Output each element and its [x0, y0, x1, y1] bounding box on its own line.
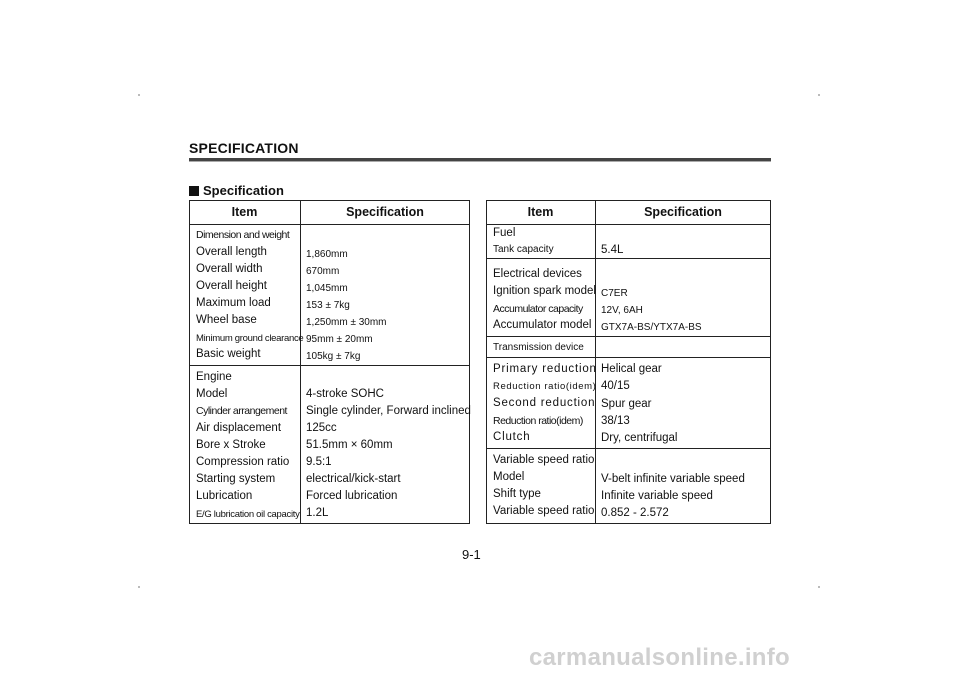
item-label: Bore x Stroke	[196, 439, 266, 451]
item-label: Overall height	[196, 280, 267, 292]
spec-value: 51.5mm × 60mm	[306, 439, 393, 451]
crop-mark	[818, 94, 820, 96]
group-label-engine: Engine	[196, 371, 232, 383]
left-header-spec: Specification	[346, 205, 424, 219]
item-label: Shift type	[493, 488, 541, 500]
spec-value: 12V, 6AH	[601, 305, 643, 316]
page-number: 9-1	[462, 547, 481, 562]
left-table-header-rule	[189, 224, 470, 225]
spec-value: 1.2L	[306, 507, 329, 519]
right-table-group-rule	[486, 448, 771, 449]
spec-value: 5.4L	[601, 244, 624, 256]
spec-value: 125cc	[306, 422, 337, 434]
spec-value: Dry, centrifugal	[601, 432, 678, 444]
spec-value: C7ER	[601, 288, 628, 299]
spec-value: Single cylinder, Forward inclined	[306, 405, 471, 417]
item-label: Starting system	[196, 473, 276, 485]
right-table-group-rule	[486, 357, 771, 358]
spec-value: Spur gear	[601, 398, 652, 410]
item-label: Ignition spark model	[493, 285, 596, 297]
group-label-transmission: Transmission device	[493, 342, 584, 353]
spec-value: 1,250mm ± 30mm	[306, 317, 387, 328]
crop-mark	[138, 94, 140, 96]
item-label: Accumulator model	[493, 319, 592, 331]
square-bullet-icon	[189, 186, 199, 196]
watermark: carmanualsonline.info	[529, 644, 791, 671]
item-label: Air displacement	[196, 422, 282, 434]
spec-value: V-belt infinite variable speed	[601, 473, 745, 485]
item-label: Cylinder arrangement	[196, 405, 287, 417]
right-table-header-rule	[486, 224, 771, 225]
right-header-item: Item	[527, 205, 554, 219]
group-label-variable-speed: Variable speed ratio	[493, 454, 595, 466]
crop-mark	[818, 586, 820, 588]
spec-value: 9.5:1	[306, 456, 332, 468]
item-label: Model	[196, 388, 228, 400]
spec-value: GTX7A-BS/YTX7A-BS	[601, 322, 702, 333]
group-label-electrical: Electrical devices	[493, 268, 582, 280]
item-label: Maximum load	[196, 297, 271, 309]
item-label: Wheel base	[196, 314, 257, 326]
item-label: Tank capacity	[493, 244, 554, 255]
page-title: SPECIFICATION	[189, 140, 299, 156]
item-label: Model	[493, 471, 525, 483]
item-label: Minimum ground clearance	[196, 333, 304, 344]
item-label: Overall width	[196, 263, 263, 275]
item-label: Lubrication	[196, 490, 253, 502]
spec-value: Forced lubrication	[306, 490, 398, 502]
item-label: Primary reduction	[493, 363, 597, 375]
item-label: Reduction ratio(idem)	[493, 415, 583, 427]
group-label-dimension: Dimension and weight	[196, 229, 290, 241]
spec-value: 0.852 - 2.572	[601, 507, 669, 519]
spec-value: 40/15	[601, 380, 630, 392]
spec-value: 1,860mm	[306, 249, 348, 260]
section-heading	[189, 183, 284, 198]
group-label-fuel: Fuel	[493, 227, 516, 239]
left-header-item: Item	[231, 205, 258, 219]
spec-value: 4-stroke SOHC	[306, 388, 384, 400]
spec-value: 1,045mm	[306, 283, 348, 294]
spec-value: 105kg ± 7kg	[306, 351, 361, 362]
item-label: Clutch	[493, 431, 531, 443]
section-heading-label: Specification	[203, 183, 284, 198]
item-label: Variable speed ratio	[493, 505, 595, 517]
spec-value: 670mm	[306, 266, 340, 277]
spec-value: Infinite variable speed	[601, 490, 713, 502]
item-label: Overall length	[196, 246, 267, 258]
item-label: Compression ratio	[196, 456, 290, 468]
right-table-group-rule	[486, 258, 771, 259]
spec-value: Helical gear	[601, 363, 662, 375]
spec-value: electrical/kick-start	[306, 473, 401, 485]
item-label: Second reduction	[493, 397, 596, 409]
right-header-spec: Specification	[644, 205, 722, 219]
left-table-divider	[300, 200, 301, 524]
spec-value: 38/13	[601, 415, 630, 427]
crop-mark	[138, 586, 140, 588]
spec-value: 153 ± 7kg	[306, 300, 350, 311]
spec-value: 95mm ± 20mm	[306, 334, 373, 345]
item-label: E/G lubrication oil capacity	[196, 509, 300, 520]
item-label: Accumulator capacity	[493, 303, 583, 315]
right-table-group-rule	[486, 336, 771, 337]
item-label: Basic weight	[196, 348, 261, 360]
item-label: Reduction ratio(idem)	[493, 381, 597, 392]
title-rule	[189, 158, 771, 162]
left-table-group-rule	[189, 365, 470, 366]
